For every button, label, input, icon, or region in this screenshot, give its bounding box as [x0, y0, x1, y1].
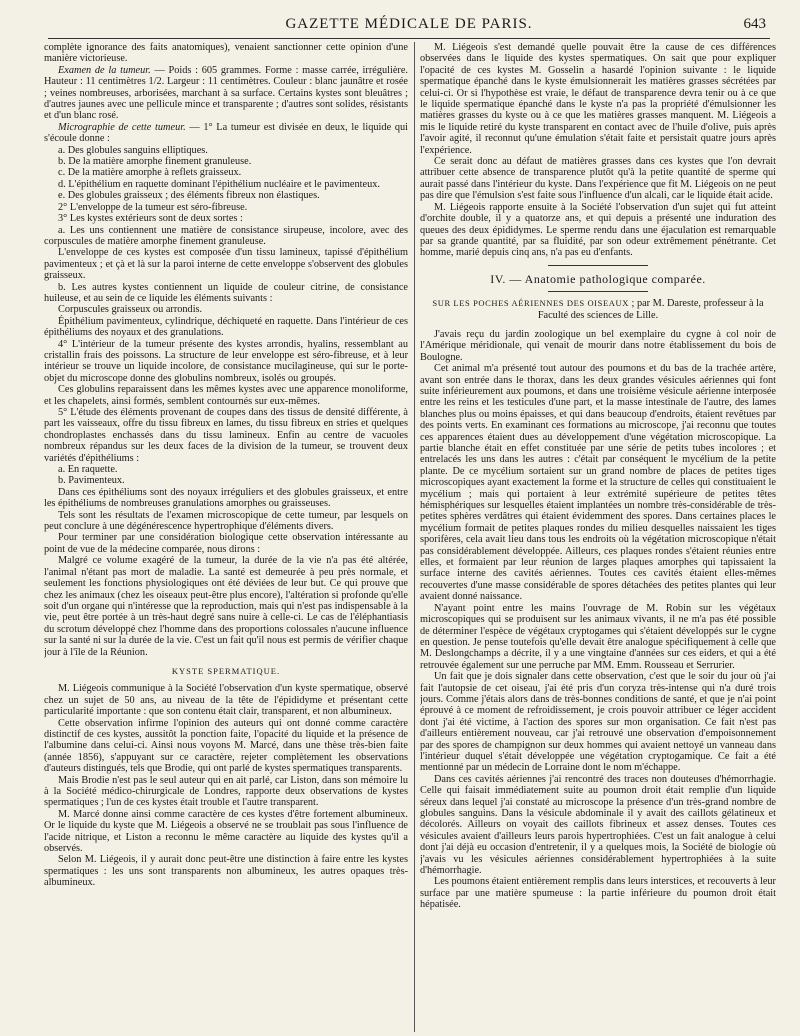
- right-column: [420, 42, 776, 1032]
- list-item: 3° Les kystes extérieurs sont de deux sortes :: [58, 213, 243, 225]
- paragraph-text: — 1° La tumeur est divisée en deux, le liquide qui s'écoule donne :: [44, 121, 408, 145]
- list-item: 2° L'enveloppe de la tumeur est séro-fibreuse.: [58, 201, 248, 213]
- paragraph: Ces globulins reparaissent dans les mêmes kystes avec une apparence monoliforme, et les chapelets, ainsi formés, semblent contournés sur eux-mêmes.: [44, 384, 408, 407]
- paragraph: L'enveloppe de ces kystes est composée d'un tissu lamineux, tapissé d'épithélium pavimenteux ; et çà et là sur la paroi interne de cette enveloppe s'observent des globules graisseux.: [44, 247, 408, 282]
- paragraph: b. Les autres kystes contiennent un liquide de couleur citrine, de consistance huileuse, et au sein de ce liquide les éléments suivants :: [44, 281, 408, 304]
- paragraph: 5° L'étude des éléments provenant de coupes dans des tissus de densité différente, à part les vaisseaux, offre du tissu fibreux en lames, du tissu fibreux en stries et quelques chondroplastes enchassés dans du tissu lamineux. Enfin au centre de vacuoles nombreux répandus sur les deux faces de la division de la tumeur, se trouvent deux variétés d'épithéliums :: [44, 407, 408, 464]
- left-column: [44, 42, 408, 1032]
- article-title-byline: ; par M. Dareste, professeur à la Faculté des sciences de Lille.: [537, 298, 764, 321]
- paragraph: Dans ces épithéliums sont des noyaux irréguliers et des globules graisseux, et entre les épithéliums de nombreuses granulations amorphes ou graisseuses.: [44, 486, 408, 510]
- paragraph: Selon M. Liégeois, il y aurait donc peut-être une distinction à faire entre les kystes spermatiques : les uns sont transparents non albumineux, les autres opaques très-albumineux.: [44, 854, 408, 889]
- paragraph: Les poumons étaient entièrement remplis dans leurs interstices, et recouverts à leur surface par une matière spumeuse : la partie inférieure du poumon droit était hépatisée.: [420, 876, 776, 911]
- divider-rule: [548, 291, 648, 292]
- paragraph: J'avais reçu du jardin zoologique un bel exemplaire du cygne à col noir de l'Amérique méridionale, qui venait de mourir dans notre établissement du bois de Boulogne.: [420, 328, 776, 363]
- list-item: a. En raquette.: [58, 464, 118, 476]
- paragraph: M. Liégeois rapporte ensuite à la Société l'observation d'un sujet qui fut atteint d'orchite double, il y a quatorze ans, et qui depuis a présenté une induration des queues des deux épididymes. Le sperme rendu dans une éjaculation est remarquable par sa grande quantité, par sa fluidité, par son odeur extrêmement pénétrante. Cet homme, marié depuis cinq ans, n'a pas eu d'enfants.: [420, 201, 776, 259]
- list-item: c. De la matière amorphe à reflets graisseux.: [58, 167, 242, 179]
- section-subheading: KYSTE SPERMATIQUE.: [171, 665, 281, 676]
- divider-rule: [548, 265, 648, 266]
- column-divider: [414, 42, 415, 1032]
- paragraph: a. Les uns contiennent une matière de consistance sirupeuse, incolore, avec des corpuscules de matière amorphe finement granuleuse.: [44, 224, 408, 247]
- paragraph: Épithélium pavimenteux, cylindrique, déchiqueté en raquette. Dans l'intérieur de ces épithéliums des noyaux et des granulations.: [44, 315, 408, 339]
- paragraph: Cet animal m'a présenté tout autour des poumons et du bas de la trachée artère, avant son entrée dans le thorax, dans les deux grandes vésicules aériennes qui font suite inférieurement aux poumons, et dans une troisième vésicule aérienne interposée entre les reins et les testicules d'une part, et la masse intestinale de l'autre, des lames blanches plus ou moins épaisses, et qui dans beaucoup d'endroits, étaient revêtues par des points verts. En examinant ces formations au microscope, j'ai reconnu que toutes ces apparences étaient dues au développement d'une végétation microscopique. La partie blanche était en effet constituée par une série de petits tubes incolores ; et entrelacés les uns dans les autres : c'était par conséquent le mycélium de la petite plante. De ce mycélium sortaient sur un grand nombre de places de petites tiges microscopiques ayant exactement la forme et la structure de celles qui constituaient le mycélium ; mais qui portaient à leur extrémité supérieure de petites têtes hémisphériques sur lesquelles étaient implantées un nombre très-considérable de très-petites sphères verdâtres qui étaient évidemment des spores. Dans certaines places le mycélium formait de petites plaques rondes du milieu desquelles naissaient les tiges sporifères, cela avait lieu dans tous les endroits où la végétation microscopique n'était pas considérablement développée. Ailleurs, ces plaques rondes s'étaient réunies entre elles, et formaient par leur réunion de larges plaques amorphes qui tapissaient la surface interne des cavités aériennes. Toutes ces cavités étaient elles-mêmes recouvertes d'une masse considérable de spores détachées des petites plantes qui leur avaient donné naissance.: [420, 363, 776, 603]
- paragraph: Tels sont les résultats de l'examen microscopique de cette tumeur, par lesquels on peut conclure à une dégénérescence hypertrophique d'éléments divers.: [44, 509, 408, 533]
- paragraph: M. Marcé donne ainsi comme caractère de ces kystes d'être fortement albumineux. Or le liquide du kyste que M. Liégeois a observé ne se troublait pas sous l'influence de l'acide nitrique, et Liston a reconnu le même caractère au liquide des kystes qu'il a observés.: [44, 808, 408, 855]
- paragraph: Mais Brodie n'est pas le seul auteur qui en ait parlé, car Liston, dans son mémoire lu à la Société médico-chirurgicale de Londres, rapporte deux observations de kystes spermatiques ; l'un de ces kystes était trouble et l'autre transparent.: [44, 774, 408, 809]
- paragraph: Malgré ce volume exagéré de la tumeur, la durée de la vie n'a pas été altérée, l'animal n'étant pas mort de maladie. La santé est demeurée à peu près normale, et seulement les fonctions physiologiques ont été déviées de leur but. Ce qui prouve que chez les animaux (chez les oiseaux peut-être plus encore), l'altération si profonde qu'elle soit d'un organe qui n'intéresse que la reproduction, mais qui n'est pas indispensable à la vie, peut être portée à un très-haut degré sans nuire à celle-ci. Le cas de l'éléphantiasis du scrotum développé chez l'homme dans des proportions colossales n'aucune influence sur la santé ni sur la durée de la vie. C'est un fait qu'il nous est permis de vérifier chaque jour à l'île de la Réunion.: [44, 555, 408, 658]
- paragraph: Ce serait donc au défaut de matières grasses dans ces kystes que l'on devrait attribuer cette absence de transparence plutôt qu'à la petite quantité de sperme qui aurait passé dans l'intérieur du kyste. Dans l'expérience que fit M. Liégeois on ne peut pas dire que l'émulsion s'est faite sous l'influence d'un alcali, car le liquide était acide.: [420, 156, 776, 202]
- paragraph-label: Examen de la tumeur.: [58, 64, 151, 76]
- paragraph: Un fait que je dois signaler dans cette observation, c'est que le soir du jour où j'ai fait l'autopsie de cet oiseau, j'ai été pris d'un coryza très-intense qui n'a duré trois jours. Comme j'étais alors dans de très-bonnes conditions de santé, et que je n'ai point éprouvé à ce moment de refroidissement, je crois pouvoir attribuer ce léger accident dont j'ai été victime, à l'action des spores sur mon organisation. Ce fait n'est pas d'ailleurs entièrement nouveau, car j'ai retrouvé une observation d'empoisonnement par des spores de champignon sur deux hommes qui avaient nettoyé un vanneau dans l'intérieur duquel s'était développée une végétation cryptogamique. Ce fait a été mentionné par un médecin de Lorraine dont le nom m'échappe.: [420, 671, 776, 774]
- paragraph: Pour terminer par une considération biologique cette observation intéressante au point de vue de la médecine comparée, nous dirons :: [44, 532, 408, 555]
- list-item: d. L'épithélium en raquette dominant l'épithélium nucléaire et le pavimenteux.: [58, 178, 380, 190]
- section-heading: IV. — Anatomie pathologique comparée.: [490, 271, 706, 286]
- page-number: 643: [743, 16, 766, 32]
- paragraph: 4° L'intérieur de la tumeur présente des kystes arrondis, hyalins, ressemblant au cristallin frais des poissons. La structure de leur enveloppe est séro-fibreuse, et à leur intérieur se trouve un liquide incolore, de consistance mucilagineuse, qui sur le porte-objet du microscope donne des globulins nombreux, isolés ou groupés.: [44, 338, 408, 384]
- list-item: a. Des globules sanguins elliptiques.: [58, 144, 208, 156]
- paragraph-text: — Poids : 605 grammes. Forme : masse carrée, irrégulière. Hauteur : 11 centimètres 1/2. Largeur : 11 centimètres. Couleur : blanc jaunâtre et rosée ; veines nombreuses, arborisées, marchant à sa surface. Certains kystes sont bleuâtres ; d'autres jaunes avec une pellicule mince et transparente ; d'autres sont solides, résistants et d'un blanc rosé.: [44, 64, 408, 122]
- paragraph: Cette observation infirme l'opinion des auteurs qui ont donné comme caractère distinctif de ces kystes, aussitôt la ponction faite, l'opacité du liquide et la présence de l'albumine dans celui-ci. Ainsi nous voyons M. Marcé, dans une thèse très-bien faite (année 1856), s'appuyant sur ce caractère, rejeter complètement les observations d'auteurs distingués, tels que Brodie, qui ont parlé de kystes spermatiques transparents.: [44, 717, 408, 775]
- paragraph-label: Micrographie de cette tumeur.: [58, 121, 186, 133]
- paragraph: M. Liégeois s'est demandé quelle pouvait être la cause de ces différences observées dans le liquide des kystes spermatiques. On sait que pour expliquer l'opacité de ces kystes M. Gosselin a hasardé l'opinion suivante : le liquide spermatique épanché dans le kyste émulsionnerait les matières grasses sécrétées par celui-ci. Or si l'hypothèse est vraie, le défaut de transparence devra tenir ou à ce que le liquide spermatique épanché dans le kyste n'a pas la propriété d'émulsionner les matières grasses du kyste ou à ce que les matières grasses manquent. M. Liégeois a mis le liquide retiré du kyste transparent en contact avec de l'huile d'olive, puis après l'avoir agité, il reconnut qu'une émulation s'était faite et persistait quatre jours après l'expérience.: [420, 42, 776, 156]
- paragraph: N'ayant point entre les mains l'ouvrage de M. Robin sur les végétaux microscopiques qui se produisent sur les animaux vivants, il ne m'a pas été possible de déterminer l'espèce de végétaux cryptogames qui s'étaient développés sur le cygne en question. Je pense toutefois qu'elle devait être analogue spécifiquement à celle que M. Deslongchamps a décrite, il y a une vingtaine d'années sur ces eiders, et qui a été retrouvée également sur une perruche par MM. Emm. Rousseau et Serrurier.: [420, 602, 776, 671]
- paragraph: complète ignorance des faits anatomiques), venaient sanctionner cette opinion d'une manière victorieuse.: [44, 42, 408, 65]
- list-item: b. De la matière amorphe finement granuleuse.: [58, 156, 252, 168]
- paragraph: M. Liégeois communique à la Société l'observation d'un kyste spermatique, observé chez un sujet de 50 ans, au niveau de la tête de l'épididyme et présentant cette particularité importante : que son contenu était clair, transparent, et non albumineux.: [44, 683, 408, 718]
- article-title: [420, 298, 776, 321]
- paragraph: [44, 65, 408, 122]
- article-title-caps: SUR LES POCHES AÉRIENNES DES OISEAUX: [432, 298, 629, 309]
- list-item: e. Des globules graisseux ; des éléments fibreux non élastiques.: [58, 190, 320, 202]
- journal-title: GAZETTE MÉDICALE DE PARIS.: [285, 16, 533, 32]
- paragraph: Dans ces cavités aériennes j'ai rencontré des traces non douteuses d'hémorrhagie. Celle qui faisait immédiatement suite au poumon droit était remplie d'un liquide séreux dans lequel j'ai constaté au microscope la présence d'un très-grand nombre de globules sanguins. Dans la vésicule abdominale il y avait des caillots gélatineux et décolorés. Ailleurs on voyait des caillots fibrineux et assez denses. Toutes ces vésicules avaient d'ailleurs leurs parois hypertrophiées. C'est un fait analogue à celui dont j'ai déjà eu occasion d'entretenir, il y a quelques mois, la Société de biologie où j'avais vu les vésicules aériennes considérablement hypertrophiées à la suite d'hémorrhagie.: [420, 773, 776, 877]
- paragraph: [44, 122, 408, 145]
- paragraph: Corpuscules graisseux ou arrondis.: [58, 304, 203, 316]
- list-item: b. Pavimenteux.: [58, 475, 125, 487]
- page-header: [48, 10, 770, 39]
